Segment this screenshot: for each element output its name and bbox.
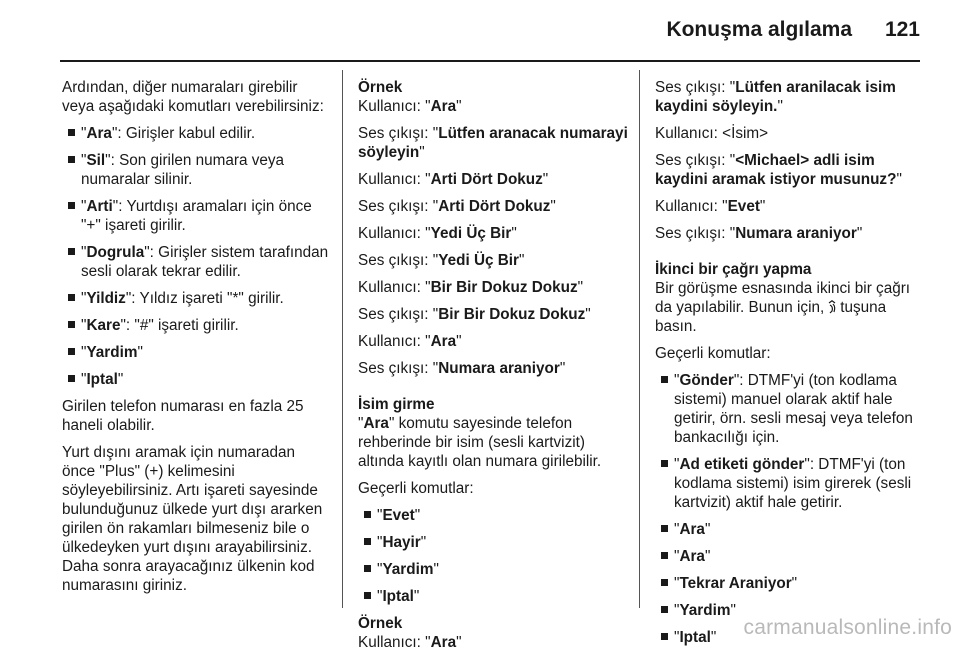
column-3 — [655, 78, 925, 655]
command-description: : Girişler sistem tarafından sesli olarak tekrar edilir. — [81, 244, 329, 280]
command-list — [358, 506, 628, 606]
dialog-speaker: Ses çıkışı: " — [358, 306, 439, 323]
paragraph-text: " komutu sayesinde telefon rehberinde bir isim (sesli kartvizit) altında kayıtlı olan numara girilebilir. — [358, 415, 602, 470]
command-name: Dogrula — [86, 244, 145, 261]
bullet-item — [62, 316, 330, 335]
quote: " — [81, 152, 87, 169]
quote: " — [358, 415, 364, 432]
voice-control-icon — [827, 300, 837, 314]
intro-text: Ardından, diğer numaraları girebilir veya aşağıdaki komutları verebilirsiniz: — [62, 79, 324, 115]
dialog-speaker: Kullanıcı: " — [358, 171, 431, 188]
command-list — [62, 124, 330, 389]
dialog-utterance: Yedi Üç Bir — [438, 252, 519, 269]
command-list — [655, 371, 925, 647]
dialog-speaker: Ses çıkışı: " — [358, 360, 439, 377]
dialog-utterance: Yedi Üç Bir — [430, 225, 512, 242]
bullet-square-icon — [364, 565, 371, 572]
dialog-utterance: Lütfen aranilacak isim kaydini söyleyin. — [655, 79, 896, 115]
bullet-square-icon — [661, 633, 668, 640]
quote: " — [81, 125, 87, 142]
watermark: carmanualsonline.info — [743, 616, 952, 639]
command-description: : Son girilen numara veya numaralar silinir. — [81, 152, 285, 188]
quote: " — [585, 306, 591, 323]
command-name: Sil — [86, 152, 106, 169]
command-name: Yildiz — [86, 290, 126, 307]
dialog-speaker: Ses çıkışı: " — [358, 252, 439, 269]
command-name: Evet — [382, 507, 415, 524]
dialog-line — [358, 124, 628, 162]
dialog-utterance: Lütfen aranacak numarayi söyleyin — [358, 125, 628, 161]
column-divider — [342, 70, 343, 608]
command-description: : Yurtdışı aramaları için önce "+" işareti girilir. — [81, 198, 312, 234]
dialog-speaker: Kullanıcı: " — [358, 634, 431, 651]
bullet-square-icon — [68, 248, 75, 255]
paragraph — [655, 279, 925, 336]
quote: " — [777, 98, 783, 115]
quote: " — [81, 290, 87, 307]
command-name: Iptal — [679, 629, 711, 646]
quote: " — [674, 575, 680, 592]
dialog-line — [358, 332, 628, 351]
quote: " — [456, 333, 462, 350]
quote: " — [81, 371, 87, 388]
valid-commands-label: Geçerli komutlar: — [358, 480, 474, 497]
command-name: Iptal — [86, 371, 118, 388]
command-name: Yardim — [679, 602, 731, 619]
quote: " — [577, 279, 584, 296]
quote: " — [433, 561, 439, 578]
dialog-utterance: Ara — [430, 634, 457, 651]
dialog-utterance: Arti Dört Dokuz — [438, 198, 551, 215]
command-description: : Yıldız işareti "*" girilir. — [131, 290, 284, 307]
bullet-square-icon — [661, 376, 668, 383]
dialog-example — [358, 97, 628, 378]
quote: " — [759, 198, 766, 215]
command-name: Yardim — [382, 561, 434, 578]
bullet-item — [62, 343, 330, 362]
paragraph-text: Bir görüşme esnasında ikinci bir çağrı da yapılabilir. Bunun için, — [655, 280, 911, 316]
bullet-item — [62, 124, 330, 143]
dialog-speaker: Ses çıkışı: " — [358, 198, 439, 215]
dialog-line — [358, 224, 628, 243]
quote: " — [125, 290, 132, 307]
quote: " — [81, 317, 87, 334]
quote: " — [804, 456, 810, 473]
quote: " — [674, 456, 680, 473]
quote: " — [111, 125, 118, 142]
quote: " — [674, 602, 680, 619]
bullet-square-icon — [68, 375, 75, 382]
dialog-line — [358, 633, 628, 652]
dialog-line — [358, 278, 628, 297]
bullet-square-icon — [661, 525, 668, 532]
quote: " — [456, 98, 462, 115]
quote: " — [674, 372, 680, 389]
dialog-speaker: Kullanıcı: <İsim> — [655, 125, 769, 142]
dialog-speaker: Ses çıkışı: " — [655, 152, 736, 169]
dialog-speaker: Ses çıkışı: " — [655, 79, 736, 96]
quote: " — [733, 372, 740, 389]
quote: " — [120, 317, 126, 334]
dialog-speaker: Kullanıcı: " — [358, 98, 431, 115]
dialog-line — [358, 305, 628, 324]
bullet-square-icon — [68, 348, 75, 355]
quote: " — [550, 198, 556, 215]
quote: " — [144, 244, 150, 261]
quote: " — [377, 507, 383, 524]
bullet-square-icon — [364, 538, 371, 545]
quote: " — [710, 629, 717, 646]
quote: " — [81, 198, 87, 215]
dialog-example — [655, 78, 925, 243]
quote: " — [413, 588, 420, 605]
quote: " — [112, 198, 119, 215]
quote: " — [674, 629, 680, 646]
dialog-line — [655, 224, 925, 243]
dialog-utterance: Bir Bir Dokuz Dokuz — [438, 306, 586, 323]
column-1 — [62, 78, 330, 603]
bullet-item — [62, 151, 330, 189]
bullet-item — [62, 370, 330, 389]
command-name: Tekrar Araniyor — [679, 575, 792, 592]
quote: " — [704, 521, 711, 538]
quote: " — [559, 360, 566, 377]
quote: " — [81, 244, 87, 261]
dialog-line — [655, 124, 925, 143]
column-2 — [358, 78, 628, 660]
quote: " — [137, 344, 143, 361]
command-description: : Girişler kabul edilir. — [117, 125, 256, 142]
column-divider — [639, 70, 640, 608]
quote: " — [542, 171, 549, 188]
dialog-speaker: Ses çıkışı: " — [358, 125, 439, 142]
command-name: Yardim — [86, 344, 138, 361]
bullet-item — [655, 371, 925, 447]
quote: " — [896, 171, 902, 188]
dialog-speaker: Ses çıkışı: " — [655, 225, 736, 242]
command-name: Kare — [86, 317, 121, 334]
bullet-square-icon — [661, 552, 668, 559]
bullet-item — [358, 533, 628, 552]
command-name: Iptal — [382, 588, 414, 605]
quote: " — [117, 371, 124, 388]
command-name: Ad etiketi gönder — [679, 456, 805, 473]
quote: " — [791, 575, 798, 592]
bullet-square-icon — [68, 321, 75, 328]
dialog-utterance: Numara araniyor — [438, 360, 560, 377]
bullet-square-icon — [364, 592, 371, 599]
quote: " — [856, 225, 863, 242]
quote: " — [730, 602, 736, 619]
quote: " — [377, 588, 383, 605]
dialog-utterance: Evet — [727, 198, 760, 215]
dialog-utterance: <Michael> adli isim kaydini aramak istiyor musunuz? — [655, 152, 897, 188]
bullet-square-icon — [68, 294, 75, 301]
quote: " — [419, 144, 425, 161]
dialog-line — [655, 151, 925, 189]
quote: " — [377, 534, 383, 551]
command-description: : "#" işareti girilir. — [125, 317, 239, 334]
dialog-utterance: Ara — [430, 333, 457, 350]
dialog-utterance: Arti Dört Dokuz — [430, 171, 543, 188]
command-description: : DTMF'yi (ton kodlama sistemi) isim girerek (sesli kartvizit) aktif hale getirir. — [674, 456, 912, 511]
command-name: Ara — [86, 125, 112, 142]
command-name: Ara — [679, 521, 705, 538]
bullet-square-icon — [68, 156, 75, 163]
quote: " — [377, 561, 383, 578]
header-rule — [60, 60, 920, 62]
dialog-line — [358, 359, 628, 378]
bullet-item — [358, 506, 628, 525]
section-heading: İsim girme — [358, 396, 435, 413]
bullet-item — [62, 243, 330, 281]
page-title: Konuşma algılama — [666, 18, 852, 41]
quote: " — [519, 252, 525, 269]
valid-commands-label: Geçerli komutlar: — [655, 345, 771, 362]
bullet-item — [655, 547, 925, 566]
bullet-item — [655, 574, 925, 593]
dialog-line — [358, 170, 628, 189]
dialog-line — [655, 78, 925, 116]
bullet-square-icon — [364, 511, 371, 518]
bullet-item — [358, 560, 628, 579]
page-number: 121 — [884, 18, 920, 41]
quote: " — [81, 344, 87, 361]
command-name: Hayir — [382, 534, 421, 551]
bullet-square-icon — [661, 460, 668, 467]
bullet-square-icon — [661, 606, 668, 613]
bullet-item — [62, 289, 330, 308]
dialog-line — [655, 197, 925, 216]
bullet-square-icon — [68, 129, 75, 136]
quote: " — [674, 548, 680, 565]
dialog-utterance: Ara — [430, 98, 457, 115]
dialog-line — [358, 197, 628, 216]
bullet-square-icon — [661, 579, 668, 586]
dialog-speaker: Kullanıcı: " — [358, 333, 431, 350]
quote: " — [674, 521, 680, 538]
bullet-item — [655, 520, 925, 539]
command-name: Gönder — [679, 372, 734, 389]
bullet-item — [62, 197, 330, 235]
paragraph-text: tuşuna basın. — [655, 299, 887, 335]
quote: " — [704, 548, 711, 565]
command-name: Ara — [363, 415, 389, 432]
page-header — [0, 0, 960, 60]
example-heading: Örnek — [358, 79, 403, 96]
dialog-line — [358, 251, 628, 270]
quote: " — [456, 634, 462, 651]
quote: " — [414, 507, 421, 524]
command-name: Ara — [679, 548, 705, 565]
bullet-square-icon — [68, 202, 75, 209]
bullet-item — [655, 455, 925, 512]
paragraph: Girilen telefon numarası en fazla 25 haneli olabilir. — [62, 398, 304, 434]
dialog-utterance: Numara araniyor — [735, 225, 857, 242]
quote: " — [105, 152, 111, 169]
quote: " — [511, 225, 517, 242]
dialog-utterance: Bir Bir Dokuz Dokuz — [430, 279, 578, 296]
example-heading: Örnek — [358, 615, 403, 632]
dialog-speaker: Kullanıcı: " — [358, 279, 431, 296]
paragraph — [358, 414, 628, 471]
command-description: : DTMF'yi (ton kodlama sistemi) manuel olarak aktif hale getirir, örn. sesli mesaj veya telefon bankacılığı için. — [674, 372, 913, 446]
dialog-line — [358, 97, 628, 116]
paragraph: Yurt dışını aramak için numaradan önce "Plus" (+) kelimesini söyleyebilirsiniz. Artı işareti sayesinde bulunduğunuz ülkede yurt dışı ararken girilen ön rakamları bilmeseniz bile o ülkedeyken yurt dışını arayabilirsiniz. Daha sonra arayacağınız ülkenin kod numarasını giriniz. — [62, 444, 323, 594]
quote: " — [420, 534, 427, 551]
dialog-speaker: Kullanıcı: " — [655, 198, 728, 215]
section-heading: İkinci bir çağrı yapma — [655, 261, 812, 278]
bullet-item — [358, 587, 628, 606]
dialog-speaker: Kullanıcı: " — [358, 225, 431, 242]
command-name: Arti — [86, 198, 113, 215]
